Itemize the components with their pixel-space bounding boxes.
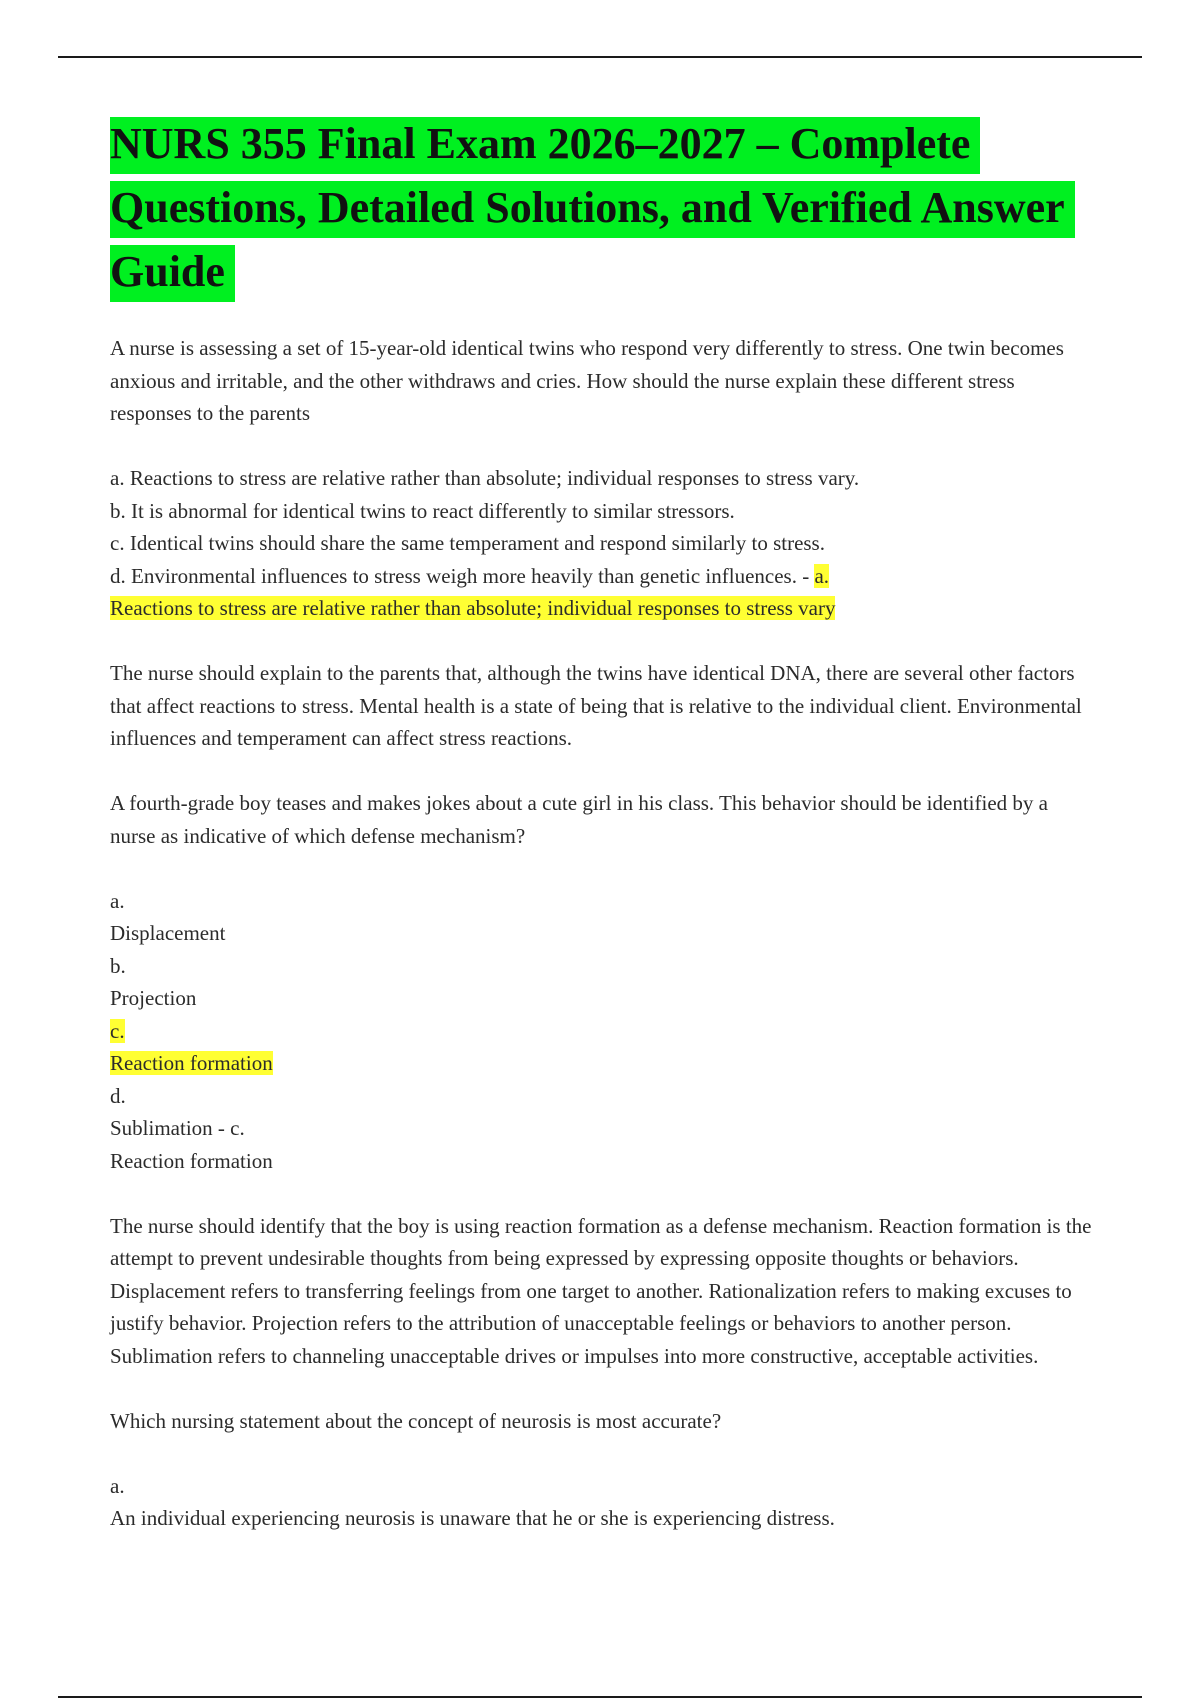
- question-1-answer-text: Reactions to stress are relative rather than absolute; individual responses to stress vary: [110, 596, 836, 620]
- footer-rule: [58, 1696, 1142, 1698]
- question-2-option-b-letter: b.: [110, 953, 126, 978]
- question-1-option-b: b. It is abnormal for identical twins to react differently to similar stressors.: [110, 498, 735, 523]
- question-2-option-d-letter: d.: [110, 1083, 126, 1108]
- question-3-text: Which nursing statement about the concept of neurosis is most accurate?: [110, 1408, 722, 1433]
- question-3-option-a-letter: a.: [110, 1473, 125, 1498]
- question-2-rationale: The nurse should identify that the boy is using reaction formation as a defense mechanism. Reaction formation is the attempt to prevent undesirable thoughts from being expressed by expressing opposite thoughts or behaviors. Displacement refers to transferring feelings from one target to another. Rationalization refers to making excuses to justify behavior. Projection refers to the attribution of unacceptable feelings or behaviors to another person. Sublimation refers to channeling unacceptable drives or impulses into more constructive, acceptable activities.: [110, 1213, 1092, 1368]
- question-2-option-b-text: Projection: [110, 986, 197, 1010]
- question-1-rationale: The nurse should explain to the parents that, although the twins have identical DNA, there are several other factors that affect reactions to stress. Mental health is a state of being that is relative to the individual client. Environmental influences and temperament can affect stress reactions.: [110, 661, 1082, 750]
- question-1-options: [110, 462, 1095, 625]
- question-2-option-d-text: Sublimation - c.: [110, 1116, 245, 1140]
- question-2-option-a-text: Displacement: [110, 921, 226, 945]
- question-2-option-c-letter-highlight: c.: [110, 1018, 125, 1043]
- question-2-text: A fourth-grade boy teases and makes jokes about a cute girl in his class. This behavior should be identified by a nurse as indicative of which defense mechanism?: [110, 791, 1048, 848]
- question-3-option-a-text: An individual experiencing neurosis is unaware that he or she is experiencing distress.: [110, 1506, 835, 1530]
- question-1-option-d: [110, 560, 1095, 593]
- question-2-option-c-text-highlight: Reaction formation: [110, 1051, 273, 1075]
- question-2-options: [110, 885, 1095, 1178]
- question-2-option-c-letter: [110, 1015, 1095, 1048]
- question-1-text: A nurse is assessing a set of 15-year-old identical twins who respond very differently to stress. One twin becomes anxious and irritable, and the other withdraws and cries. How should the nurse explain these different stress responses to the parents: [110, 336, 1064, 425]
- question-1-answer: [110, 592, 1095, 625]
- question-2-option-a-letter: a.: [110, 888, 125, 913]
- title-highlight: NURS 355 Final Exam 2026–2027 – Complete Questions, Detailed Solutions, and Verified Answer Guide: [110, 117, 1075, 302]
- question-1-option-a: a. Reactions to stress are relative rather than absolute; individual responses to stress vary.: [110, 466, 860, 490]
- document-page: [110, 112, 1095, 1567]
- question-3-options: [110, 1470, 1095, 1535]
- question-1-option-d-text: d. Environmental influences to stress weigh more heavily than genetic influences. -: [110, 563, 815, 588]
- document-title: [110, 112, 1095, 304]
- header-rule: [58, 56, 1142, 58]
- question-1-option-c: c. Identical twins should share the same temperament and respond similarly to stress.: [110, 531, 825, 555]
- question-2-option-c-text: [110, 1047, 1095, 1080]
- question-1-answer-letter: a.: [814, 563, 830, 588]
- question-2-answer-text: Reaction formation: [110, 1148, 273, 1173]
